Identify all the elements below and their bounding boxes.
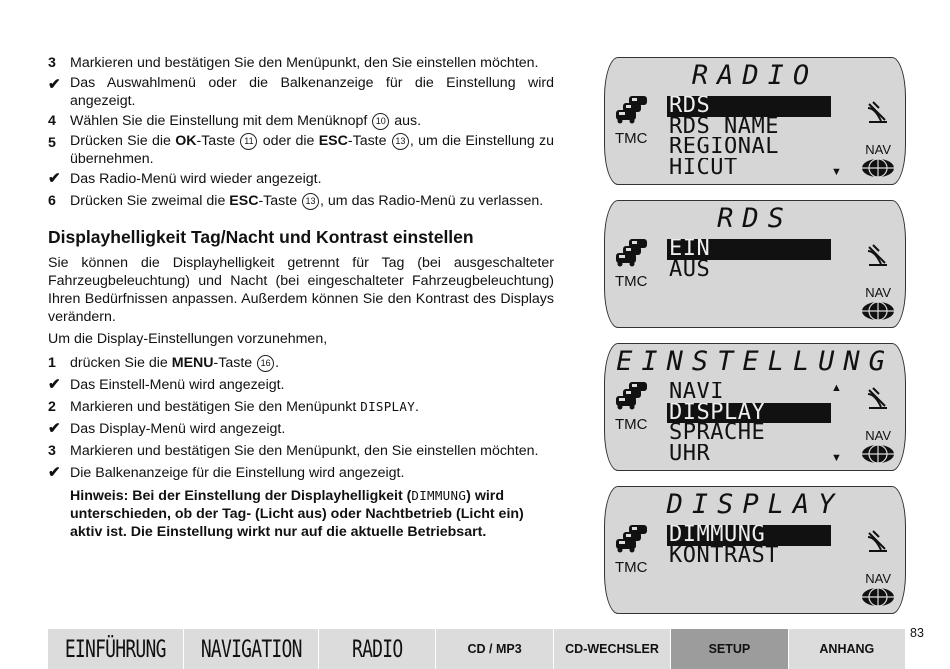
callout-number: 16	[257, 355, 274, 372]
lcd-menu	[667, 382, 831, 464]
step-text	[70, 396, 554, 418]
step-text	[70, 190, 554, 212]
section-heading: Displayhelligkeit Tag/Nacht und Kontrast einstellen	[48, 227, 474, 247]
tmc-label: TMC	[615, 130, 648, 147]
tab-label: SETUP	[708, 642, 751, 656]
step-3-bottom	[48, 440, 554, 462]
step-text: Markieren und bestätigen Sie den Menüpunkt, den Sie einstellen möchten.	[70, 55, 539, 71]
check-icon: ✔	[48, 170, 61, 187]
step-text	[70, 352, 554, 374]
result-text: Das Radio-Menü wird wieder angezeigt.	[70, 171, 322, 187]
result-1-top	[48, 74, 554, 110]
tmc-label: TMC	[615, 416, 648, 433]
step-1-bottom	[48, 352, 554, 374]
step-text	[70, 110, 554, 132]
text-run: , um die Einstellung zu übernehmen.	[70, 133, 555, 167]
tab-label: CD-WECHSLER	[565, 642, 659, 656]
key-label: ESC	[229, 193, 259, 209]
text-run: -Taste	[347, 133, 391, 149]
intro-paragraph-2: Um die Display-Einstellungen vorzunehmen,	[48, 331, 328, 347]
text-run: oder die	[258, 133, 319, 149]
lcd-display	[604, 343, 906, 471]
lcd-menu-item: HICUT	[669, 157, 738, 178]
text-run: -Taste	[213, 355, 257, 371]
lcd-menu-item: KONTRAST	[669, 545, 779, 566]
check-icon: ✔	[48, 420, 61, 437]
callout-number: 13	[302, 193, 319, 210]
text-run: .	[275, 355, 280, 371]
lcd-menu-item: DIMMUNG	[667, 525, 831, 546]
nav-label: NAV	[865, 285, 891, 300]
traffic-cars-icon	[615, 237, 651, 272]
tmc-label: TMC	[615, 559, 648, 576]
satellite-dish-icon	[865, 384, 891, 415]
tab-chapter[interactable]	[789, 629, 906, 669]
nav-label: NAV	[865, 428, 891, 443]
scroll-down-icon: ▼	[831, 166, 842, 178]
text-run: drücken Sie die	[70, 355, 172, 371]
lcd-menu-item: DISPLAY	[667, 403, 831, 424]
page-number: 83	[910, 626, 924, 640]
step-number: 5	[48, 135, 56, 151]
tab-chapter[interactable]	[184, 629, 320, 669]
nav-label: NAV	[865, 571, 891, 586]
menu-term: DIMMUNG	[411, 488, 467, 503]
tab-chapter[interactable]	[319, 629, 436, 669]
lcd-menu-item: AUS	[669, 259, 711, 280]
tab-chapter[interactable]	[671, 629, 788, 669]
lcd-display	[604, 486, 906, 614]
result-text: Die Balkenanzeige für die Einstellung wird angezeigt.	[70, 465, 405, 481]
globe-icon	[861, 444, 895, 469]
lcd-display	[604, 57, 906, 185]
step-text	[70, 132, 554, 168]
satellite-dish-icon	[865, 527, 891, 558]
lcd-title: RDS	[717, 203, 793, 234]
nav-label: NAV	[865, 142, 891, 157]
text-run: Wählen Sie die Einstellung mit dem Menüknopf	[70, 113, 372, 129]
traffic-cars-icon	[615, 94, 651, 129]
check-icon: ✔	[48, 464, 61, 481]
step-number: 4	[48, 113, 56, 129]
result-text: Das Display-Menü wird angezeigt.	[70, 421, 286, 437]
tmc-label: TMC	[615, 273, 648, 290]
text-run: -Taste	[196, 133, 240, 149]
step-number: 1	[48, 355, 56, 371]
step-4-top	[48, 110, 554, 132]
tab-chapter[interactable]	[48, 629, 184, 669]
lcd-menu-item: RDS	[667, 96, 831, 117]
text-run: , um das Radio-Menü zu verlassen.	[320, 193, 544, 209]
callout-number: 13	[392, 133, 409, 150]
globe-icon	[861, 587, 895, 612]
tab-label: NAVIGATION	[200, 635, 302, 663]
note-box	[70, 487, 554, 541]
scroll-down-icon: ▼	[831, 452, 842, 464]
globe-icon	[861, 301, 895, 326]
tab-chapter[interactable]	[554, 629, 671, 669]
text-run: -Taste	[258, 193, 302, 209]
note-text: ) wird unterschieden, ob der Tag- (Licht aus) oder Nachtbetrieb (Licht ein) aktiv ist. Die Einstellung wirkt nur auf die aktuelle Betriebsart.	[70, 488, 524, 540]
step-3-top	[48, 52, 554, 74]
satellite-dish-icon	[865, 241, 891, 272]
lcd-menu	[667, 239, 831, 280]
menu-term: DISPLAY	[360, 399, 416, 414]
traffic-cars-icon	[615, 523, 651, 558]
lcd-menu-item: UHR	[669, 443, 711, 464]
step-5-top	[48, 132, 554, 168]
globe-icon	[861, 158, 895, 183]
result-2-top	[48, 168, 554, 190]
lcd-menu-item: RDS NAME	[669, 116, 779, 137]
text-run: Drücken Sie die	[70, 133, 176, 149]
lcd-menu-item: NAVI	[669, 382, 724, 403]
step-6-top	[48, 190, 554, 212]
lcd-display	[604, 200, 906, 328]
scroll-up-icon: ▲	[831, 382, 842, 394]
chapter-tabs	[48, 629, 906, 669]
text-run: Drücken Sie zweimal die	[70, 193, 230, 209]
step-number: 6	[48, 193, 56, 209]
note-text: Hinweis: Bei der Einstellung der Displayhelligkeit (	[70, 488, 412, 504]
tab-label: RADIO	[351, 635, 403, 663]
lcd-menu-item: SPRACHE	[669, 423, 766, 444]
lcd-menu	[667, 96, 831, 178]
step-number: 3	[48, 443, 56, 459]
traffic-cars-icon	[615, 380, 651, 415]
instruction-column	[48, 52, 554, 541]
lcd-menu-item: EIN	[667, 239, 831, 260]
intro-paragraph: Sie können die Displayhelligkeit getrennt für Tag (bei ausgeschalteter Fahrzeugbeleuchtung) und Nacht (bei eingeschalteter Fahrzeugbeleuchtung) Ihren Bedürfnissen anpassen. Außerdem können Sie den Kontrast des Displays verändern.	[48, 255, 554, 325]
step-number: 2	[48, 399, 56, 415]
lcd-title: DISPLAY	[666, 489, 844, 520]
tab-chapter[interactable]	[436, 629, 553, 669]
result-text: Das Einstell-Menü wird angezeigt.	[70, 377, 285, 393]
step-text: Markieren und bestätigen Sie den Menüpunkt, den Sie einstellen möchten.	[70, 443, 539, 459]
text-run: Markieren und bestätigen Sie den Menüpunkt	[70, 399, 361, 415]
step-2-bottom	[48, 396, 554, 418]
tab-label: ANHANG	[819, 642, 875, 656]
tab-label: CD / MP3	[467, 642, 522, 656]
result-2-bottom	[48, 418, 554, 440]
lcd-menu	[667, 525, 831, 566]
result-1-bottom	[48, 374, 554, 396]
lcd-title: RADIO	[691, 60, 819, 91]
key-label: ESC	[318, 133, 348, 149]
check-icon: ✔	[48, 376, 61, 393]
satellite-dish-icon	[865, 98, 891, 129]
lcd-menu-item: REGIONAL	[669, 137, 779, 158]
step-number: 3	[48, 55, 56, 71]
text-run: aus.	[390, 113, 422, 129]
callout-number: 10	[372, 113, 389, 130]
tab-label: EINFÜHRUNG	[64, 635, 166, 663]
key-label: OK	[175, 133, 197, 149]
result-text: Das Auswahlmenü oder die Balkenanzeige für die Einstellung wird angezeigt.	[70, 75, 554, 109]
key-label: MENU	[171, 355, 214, 371]
result-3-bottom	[48, 462, 554, 484]
text-run: .	[415, 399, 419, 415]
lcd-title: EINSTELLUNG	[616, 346, 894, 377]
callout-number: 11	[240, 133, 257, 150]
check-icon: ✔	[48, 76, 61, 93]
